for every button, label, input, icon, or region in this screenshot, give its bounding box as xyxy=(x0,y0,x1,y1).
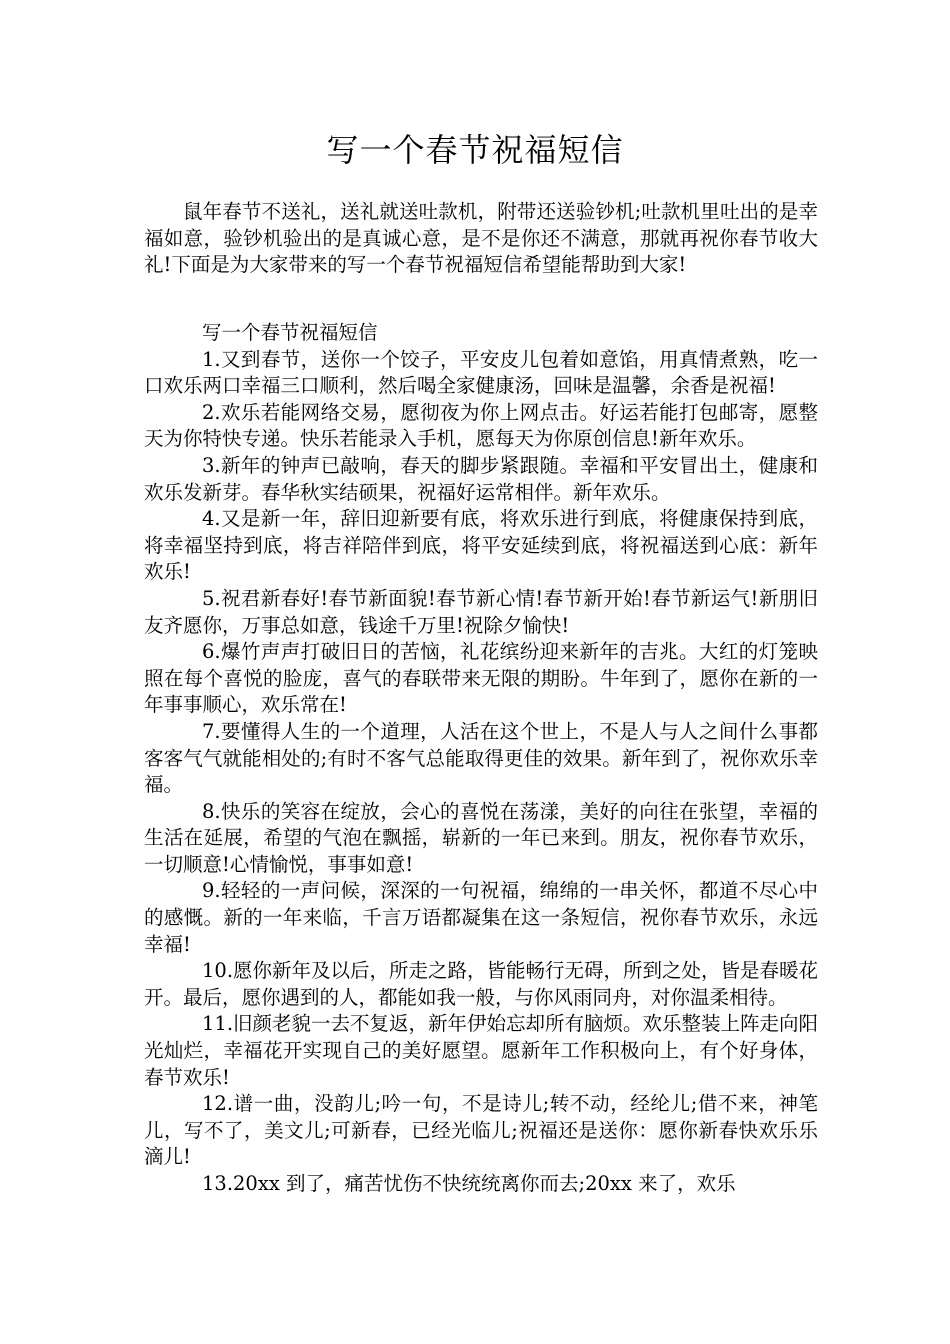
list-item: 1.又到春节，送你一个饺子，平安皮儿包着如意馅，用真情煮熟，吃一口欢乐两口幸福三口顺利，然后喝全家健康汤，回味是温馨，余香是祝福! xyxy=(144,347,818,398)
list-item: 12.谱一曲，没韵儿;吟一句，不是诗儿;转不动，经纶儿;借不来，神笔儿，写不了，美文儿;可新春，已经光临儿;祝福还是送你：愿你新春快欢乐乐滴儿! xyxy=(144,1092,818,1169)
list-item: 13.20xx 到了，痛苦忧伤不快统统离你而去;20xx 来了，欢乐 xyxy=(202,1172,736,1195)
list-item: 8.快乐的笑容在绽放，会心的喜悦在荡漾，美好的向往在张望，幸福的生活在延展，希望的气泡在飘摇，崭新的一年已来到。朋友，祝你春节欢乐，一切顺意!心情愉悦，事事如意! xyxy=(144,799,818,876)
list-item: 4.又是新一年，辞旧迎新要有底，将欢乐进行到底，将健康保持到底，将幸福坚持到底，将吉祥陪伴到底，将平安延续到底，将祝福送到心底：新年欢乐! xyxy=(144,507,818,584)
intro-paragraph: 鼠年春节不送礼，送礼就送吐款机，附带还送验钞机;吐款机里吐出的是幸福如意，验钞机验出的是真诚心意，是不是你还不满意，那就再祝你春节收大礼!下面是为大家带来的写一个春节祝福短信希望能帮助到大家! xyxy=(144,200,818,277)
list-item: 6.爆竹声声打破旧日的苦恼，礼花缤纷迎来新年的吉兆。大红的灯笼映照在每个喜悦的脸庞，喜气的春联带来无限的期盼。牛年到了，愿你在新的一年事事顺心，欢乐常在! xyxy=(144,640,818,717)
list-item: 10.愿你新年及以后，所走之路，皆能畅行无碍，所到之处，皆是春暖花开。最后，愿你遇到的人，都能如我一般，与你风雨同舟，对你温柔相待。 xyxy=(144,959,819,1009)
list-item: 9.轻轻的一声问候，深深的一句祝福，绵绵的一串关怀，都道不尽心中的感慨。新的一年来临，千言万语都凝集在这一条短信，祝你春节欢乐，永远幸福! xyxy=(144,879,818,956)
list-item: 2.欢乐若能网络交易，愿彻夜为你上网点击。好运若能打包邮寄，愿整天为你特快专递。快乐若能录入手机，愿每天为你原创信息!新年欢乐。 xyxy=(144,400,818,451)
section-subtitle: 写一个春节祝福短信 xyxy=(202,321,378,344)
list-item: 7.要懂得人生的一个道理，人活在这个世上，不是人与人之间什么事都客客气气就能相处的;有时不客气总能取得更佳的效果。新年到了，祝你欢乐幸福。 xyxy=(144,719,818,797)
greeting-list xyxy=(144,320,818,1198)
list-item: 3.新年的钟声已敲响，春天的脚步紧跟随。幸福和平安冒出土，健康和欢乐发新芽。春华秋实结硕果，祝福好运常相伴。新年欢乐。 xyxy=(144,453,818,504)
list-item: 11.旧颜老貌一去不复返，新年伊始忘却所有脑烦。欢乐整装上阵走向阳光灿烂，幸福花开实现自己的美好愿望。愿新年工作积极向上，有个好身体，春节欢乐! xyxy=(144,1012,819,1089)
list-item: 5.祝君新春好!春节新面貌!春节新心情!春节新开始!春节新运气!新朋旧友齐愿你，万事总如意，钱途千万里!祝除夕愉快! xyxy=(144,586,818,637)
document-title: 写一个春节祝福短信 xyxy=(326,131,624,169)
